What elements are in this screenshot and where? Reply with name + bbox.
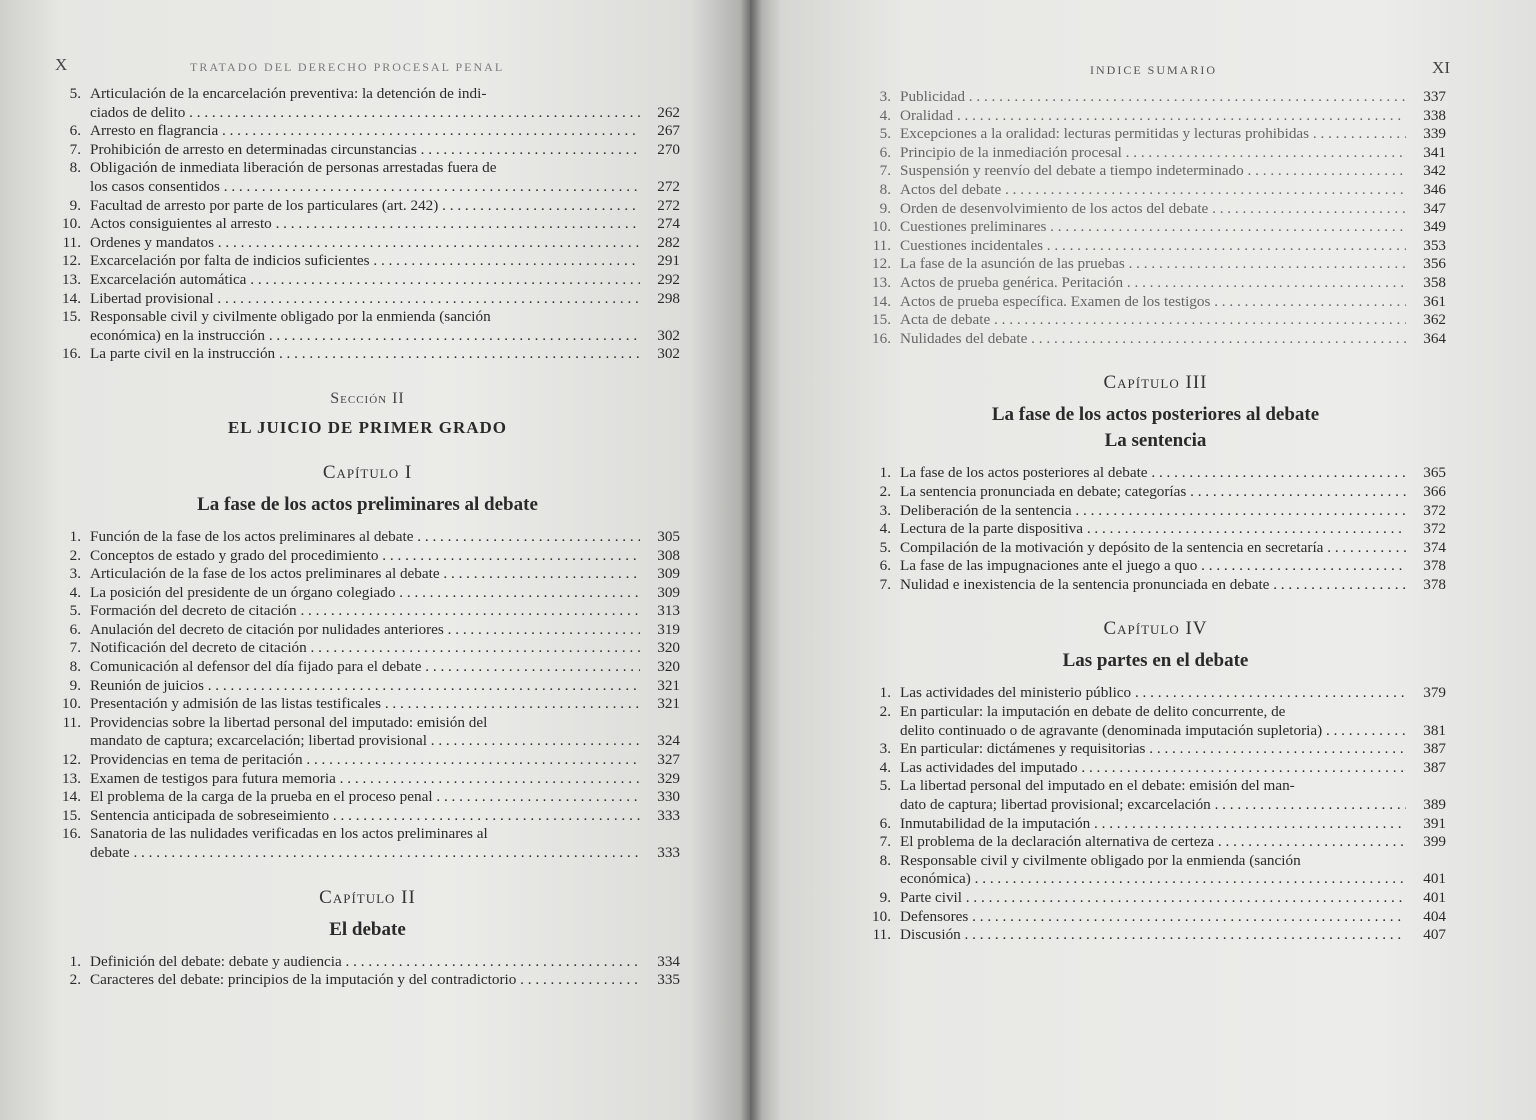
toc-entry-text: El problema de la carga de la prueba en el proceso penal . . . bbox=[90, 788, 640, 807]
section-label: Sección II bbox=[330, 389, 405, 407]
toc-entry-number: 14. bbox=[62, 788, 81, 806]
toc-entry-page-number: 353 bbox=[1423, 236, 1446, 254]
toc-entry bbox=[865, 815, 1446, 834]
toc-entry-number: 1. bbox=[879, 684, 891, 702]
toc-entry bbox=[865, 684, 1446, 703]
toc-entry-text: La fase de la asunción de las pruebas . . . bbox=[900, 255, 1406, 274]
toc-entry-number: 15. bbox=[62, 308, 81, 326]
toc-entry-page-number: 327 bbox=[657, 751, 680, 769]
toc-entry-text: Las actividades del ministerio público . . . bbox=[900, 684, 1406, 703]
toc-entry-text: En particular: la imputación en debate de delito concurrente, de bbox=[900, 703, 1286, 721]
toc-entry-text: Obligación de inmediata liberación de personas arrestadas fuera de bbox=[90, 159, 497, 177]
toc-entry-page-number: 305 bbox=[657, 527, 680, 545]
toc-entry bbox=[865, 218, 1446, 237]
toc-entry-page-number: 349 bbox=[1423, 218, 1446, 236]
toc-entry bbox=[865, 274, 1446, 293]
toc-entry-text: dato de captura; libertad provisional; excarcelación . . . bbox=[900, 796, 1406, 815]
toc-list-continued-right bbox=[865, 88, 1446, 348]
toc-entry bbox=[55, 252, 680, 271]
toc-entry-text: En particular: dictámenes y requisitorias . . . bbox=[900, 740, 1406, 759]
toc-entry bbox=[55, 159, 680, 196]
toc-entry-page-number: 309 bbox=[657, 583, 680, 601]
toc-entry-number: 16. bbox=[872, 329, 891, 347]
right-page bbox=[750, 0, 1536, 1120]
toc-entry-text: Facultad de arresto por parte de los particulares (art. 242) . . . bbox=[90, 197, 640, 216]
toc-entry-number: 1. bbox=[69, 952, 81, 970]
toc-entry-number: 8. bbox=[879, 851, 891, 869]
toc-entry bbox=[865, 144, 1446, 163]
toc-entry-page-number: 334 bbox=[657, 952, 680, 970]
toc-entry-number: 5. bbox=[879, 125, 891, 143]
toc-list-chapter-1 bbox=[55, 528, 680, 863]
toc-entry-text: Actos de prueba genérica. Peritación . . . bbox=[900, 274, 1406, 293]
toc-entry-page-number: 272 bbox=[657, 196, 680, 214]
toc-entry bbox=[865, 255, 1446, 274]
toc-entry-page-number: 333 bbox=[657, 844, 680, 861]
toc-entry-number: 7. bbox=[879, 575, 891, 593]
toc-entry-text: Responsable civil y civilmente obligado por la enmienda (sanción bbox=[90, 308, 491, 326]
right-running-head bbox=[865, 58, 1450, 88]
toc-entry-number: 13. bbox=[62, 270, 81, 288]
toc-entry bbox=[865, 464, 1446, 483]
toc-entry-text: Comunicación al defensor del día fijado para el debate . . . bbox=[90, 658, 640, 677]
toc-entry-number: 15. bbox=[62, 806, 81, 824]
toc-entry bbox=[55, 825, 680, 862]
toc-entry-number: 12. bbox=[872, 255, 891, 273]
toc-entry-number: 11. bbox=[62, 233, 81, 251]
toc-entry-page-number: 302 bbox=[657, 345, 680, 363]
toc-entry-number: 8. bbox=[69, 658, 81, 676]
toc-entry-number: 3. bbox=[879, 88, 891, 105]
left-folio: X bbox=[55, 55, 68, 74]
toc-entry-page-number: 399 bbox=[1423, 833, 1446, 851]
toc-entry-page-number: 372 bbox=[1423, 501, 1446, 519]
toc-entry-text: Responsable civil y civilmente obligado por la enmienda (sanción bbox=[900, 851, 1301, 869]
toc-entry-text: Principio de la inmediación procesal . . . bbox=[900, 144, 1406, 163]
toc-list-chapter-3 bbox=[865, 464, 1446, 594]
toc-entry-number: 3. bbox=[879, 740, 891, 758]
toc-entry-text: La fase de las impugnaciones ante el juego a quo . . . bbox=[900, 557, 1406, 576]
chapter-2-label: Capítulo II bbox=[319, 886, 416, 908]
toc-entry-text: Sanatoria de las nulidades verificadas en los actos preliminares al bbox=[90, 825, 488, 843]
toc-entry-text: La fase de los actos posteriores al debate . . . bbox=[900, 464, 1406, 483]
toc-entry-text: Cuestiones preliminares . . . bbox=[900, 218, 1406, 237]
toc-entry-number: 15. bbox=[872, 311, 891, 329]
toc-entry-page-number: 372 bbox=[1423, 520, 1446, 538]
toc-entry-page-number: 262 bbox=[657, 103, 680, 121]
toc-entry-page-number: 308 bbox=[657, 546, 680, 564]
toc-entry bbox=[55, 584, 680, 603]
toc-entry-text: Actos de prueba específica. Examen de los testigos . . . bbox=[900, 293, 1406, 312]
toc-entry-text: Definición del debate: debate y audiencia . . . bbox=[90, 953, 640, 972]
toc-entry-text: Ordenes y mandatos . . . bbox=[90, 234, 640, 253]
toc-entry-number: 9. bbox=[879, 199, 891, 217]
toc-entry-page-number: 362 bbox=[1423, 311, 1446, 329]
chapter-1-title: La fase de los actos preliminares al debate bbox=[197, 493, 538, 515]
toc-entry bbox=[865, 162, 1446, 181]
chapter-4-title: Las partes en el debate bbox=[1062, 650, 1249, 672]
toc-entry-text: Actos del debate . . . bbox=[900, 181, 1406, 200]
toc-entry bbox=[55, 528, 680, 547]
toc-entry bbox=[55, 122, 680, 141]
toc-entry-page-number: 320 bbox=[657, 658, 680, 676]
part-title: EL JUICIO DE PRIMER GRADO bbox=[227, 417, 508, 437]
toc-entry-text: Caracteres del debate: principios de la imputación y del contradictorio . . . bbox=[90, 971, 640, 990]
toc-entry bbox=[55, 85, 680, 122]
toc-entry-text: Providencias en tema de peritación . . . bbox=[90, 751, 640, 770]
toc-entry bbox=[55, 547, 680, 566]
toc-entry-page-number: 309 bbox=[657, 565, 680, 583]
right-folio: XI bbox=[1432, 58, 1450, 77]
toc-entry-text: mandato de captura; excarcelación; libertad provisional . . . bbox=[90, 732, 640, 751]
toc-entry bbox=[865, 330, 1446, 349]
chapter-4-label: Capítulo IV bbox=[1103, 618, 1208, 640]
toc-entry-text: Parte civil . . . bbox=[900, 889, 1406, 908]
toc-entry-number: 6. bbox=[879, 557, 891, 575]
toc-list-chapter-2 bbox=[55, 953, 680, 990]
toc-entry-number: 4. bbox=[879, 758, 891, 776]
toc-entry-number: 5. bbox=[69, 85, 81, 102]
toc-entry bbox=[55, 215, 680, 234]
toc-entry-text: Sentencia anticipada de sobreseimiento . . . bbox=[90, 807, 640, 826]
toc-entry bbox=[55, 788, 680, 807]
toc-entry bbox=[865, 557, 1446, 576]
toc-entry-page-number: 347 bbox=[1423, 199, 1446, 217]
toc-entry bbox=[55, 751, 680, 770]
toc-entry-number: 10. bbox=[872, 907, 891, 925]
toc-entry-page-number: 404 bbox=[1423, 907, 1446, 925]
toc-entry-text: Prohibición de arresto en determinadas circunstancias . . . bbox=[90, 141, 640, 160]
toc-entry-number: 2. bbox=[879, 482, 891, 500]
toc-entry bbox=[55, 770, 680, 789]
toc-entry-text: La sentencia pronunciada en debate; categorías . . . bbox=[900, 483, 1406, 502]
toc-entry-page-number: 337 bbox=[1423, 88, 1446, 105]
toc-entry-text: La posición del presidente de un órgano colegiado . . . bbox=[90, 584, 640, 603]
toc-entry-number: 9. bbox=[69, 676, 81, 694]
toc-entry-page-number: 339 bbox=[1423, 125, 1446, 143]
toc-entry-page-number: 387 bbox=[1423, 758, 1446, 776]
toc-entry-page-number: 379 bbox=[1423, 684, 1446, 702]
toc-entry-page-number: 313 bbox=[657, 602, 680, 620]
toc-entry-text: Inmutabilidad de la imputación . . . bbox=[900, 815, 1406, 834]
toc-entry-number: 12. bbox=[62, 252, 81, 270]
toc-entry-number: 9. bbox=[879, 889, 891, 906]
toc-entry-text: Formación del decreto de citación . . . bbox=[90, 602, 640, 621]
toc-entry-text: Excarcelación por falta de indicios suficientes . . . bbox=[90, 252, 640, 271]
toc-entry-number: 11. bbox=[872, 236, 891, 254]
toc-entry-number: 1. bbox=[879, 464, 891, 482]
toc-entry bbox=[865, 520, 1446, 539]
toc-entry-page-number: 364 bbox=[1423, 329, 1446, 347]
toc-entry bbox=[865, 237, 1446, 256]
toc-entry-text: La parte civil en la instrucción . . . bbox=[90, 345, 640, 364]
toc-entry-number: 8. bbox=[69, 159, 81, 177]
toc-entry-text: Conceptos de estado y grado del procedimiento . . . bbox=[90, 547, 640, 566]
toc-entry-page-number: 333 bbox=[657, 806, 680, 824]
toc-entry-text: Oralidad . . . bbox=[900, 107, 1406, 126]
toc-entry-number: 9. bbox=[69, 196, 81, 214]
toc-entry bbox=[865, 926, 1446, 945]
toc-entry-page-number: 298 bbox=[657, 289, 680, 307]
toc-entry-text: Actos consiguientes al arresto . . . bbox=[90, 215, 640, 234]
toc-entry bbox=[55, 695, 680, 714]
toc-entry bbox=[55, 677, 680, 696]
left-page bbox=[0, 0, 750, 1120]
right-running-title: INDICE SUMARIO bbox=[1090, 63, 1217, 77]
toc-entry bbox=[55, 308, 680, 345]
toc-entry-page-number: 330 bbox=[657, 788, 680, 806]
toc-entry-number: 11. bbox=[62, 713, 81, 731]
toc-entry bbox=[55, 271, 680, 290]
toc-entry-page-number: 320 bbox=[657, 639, 680, 657]
toc-entry-text: los casos consentidos . . . bbox=[90, 178, 640, 197]
toc-entry-number: 6. bbox=[69, 620, 81, 638]
toc-entry-text: Notificación del decreto de citación . . . bbox=[90, 639, 640, 658]
toc-entry-text: Función de la fase de los actos preliminares al debate . . . bbox=[90, 528, 640, 547]
toc-entry-text: Acta de debate . . . bbox=[900, 311, 1406, 330]
toc-entry bbox=[865, 777, 1446, 814]
toc-entry-number: 2. bbox=[69, 971, 81, 989]
toc-entry bbox=[865, 740, 1446, 759]
toc-entry-text: ciados de delito . . . bbox=[90, 104, 640, 123]
toc-entry-page-number: 389 bbox=[1423, 796, 1446, 814]
chapter-1-label: Capítulo I bbox=[322, 461, 413, 483]
toc-entry bbox=[865, 483, 1446, 502]
toc-entry bbox=[865, 703, 1446, 740]
toc-entry-page-number: 346 bbox=[1423, 180, 1446, 198]
toc-entry-page-number: 329 bbox=[657, 769, 680, 787]
toc-entry-text: Defensores . . . bbox=[900, 908, 1406, 927]
toc-entry-number: 14. bbox=[62, 289, 81, 307]
toc-entry bbox=[55, 807, 680, 826]
toc-entry-page-number: 356 bbox=[1423, 255, 1446, 273]
toc-entry bbox=[865, 125, 1446, 144]
toc-entry bbox=[865, 502, 1446, 521]
toc-entry bbox=[55, 953, 680, 972]
book-gutter-shadow bbox=[740, 0, 762, 1120]
toc-entry-text: Cuestiones incidentales . . . bbox=[900, 237, 1406, 256]
toc-list-continued-left bbox=[55, 85, 680, 364]
toc-entry-page-number: 267 bbox=[657, 122, 680, 140]
toc-entry-text: debate . . . bbox=[90, 844, 640, 863]
toc-entry-page-number: 341 bbox=[1423, 143, 1446, 161]
toc-entry-number: 2. bbox=[879, 703, 891, 721]
toc-entry-page-number: 291 bbox=[657, 252, 680, 270]
toc-entry-number: 5. bbox=[879, 538, 891, 556]
toc-entry bbox=[865, 908, 1446, 927]
toc-entry-number: 7. bbox=[879, 833, 891, 851]
toc-entry-page-number: 374 bbox=[1423, 538, 1446, 556]
toc-entry-number: 7. bbox=[69, 140, 81, 158]
toc-entry-page-number: 302 bbox=[657, 326, 680, 344]
toc-entry bbox=[865, 833, 1446, 852]
left-running-head bbox=[55, 55, 680, 85]
toc-entry bbox=[865, 293, 1446, 312]
toc-entry-number: 2. bbox=[69, 546, 81, 564]
toc-entry-number: 7. bbox=[879, 162, 891, 180]
toc-entry-number: 13. bbox=[62, 769, 81, 787]
toc-entry-number: 4. bbox=[879, 520, 891, 538]
toc-entry-text: Orden de desenvolvimiento de los actos del debate . . . bbox=[900, 200, 1406, 219]
toc-entry-page-number: 282 bbox=[657, 233, 680, 251]
toc-entry bbox=[55, 639, 680, 658]
toc-entry-number: 3. bbox=[69, 565, 81, 583]
toc-entry bbox=[55, 141, 680, 160]
toc-entry bbox=[55, 658, 680, 677]
toc-entry-number: 6. bbox=[879, 814, 891, 832]
toc-entry-number: 10. bbox=[872, 218, 891, 236]
toc-entry-text: Arresto en flagrancia . . . bbox=[90, 122, 640, 141]
toc-list-chapter-4 bbox=[865, 684, 1446, 944]
toc-entry-number: 5. bbox=[69, 602, 81, 620]
toc-entry-page-number: 321 bbox=[657, 676, 680, 694]
toc-entry bbox=[55, 290, 680, 309]
chapter-3-subtitle: La sentencia bbox=[1104, 430, 1207, 452]
toc-entry-page-number: 292 bbox=[657, 270, 680, 288]
toc-entry-text: Excepciones a la oralidad: lecturas permitidas y lecturas prohibidas . . . bbox=[900, 125, 1406, 144]
toc-entry-number: 7. bbox=[69, 639, 81, 657]
toc-entry-page-number: 358 bbox=[1423, 273, 1446, 291]
toc-entry bbox=[865, 889, 1446, 908]
toc-entry-page-number: 401 bbox=[1423, 870, 1446, 888]
toc-entry-number: 1. bbox=[69, 527, 81, 545]
toc-entry-page-number: 338 bbox=[1423, 106, 1446, 124]
toc-entry-text: Compilación de la motivación y depósito de la sentencia en secretaría . . . bbox=[900, 539, 1406, 558]
toc-entry bbox=[865, 759, 1446, 778]
toc-entry-text: Libertad provisional . . . bbox=[90, 290, 640, 309]
toc-entry bbox=[865, 107, 1446, 126]
toc-entry-page-number: 391 bbox=[1423, 814, 1446, 832]
toc-entry-page-number: 378 bbox=[1423, 557, 1446, 575]
toc-entry-text: Suspensión y reenvío del debate a tiempo indeterminado . . . bbox=[900, 162, 1406, 181]
toc-entry-number: 4. bbox=[69, 583, 81, 601]
toc-entry bbox=[865, 181, 1446, 200]
toc-entry-page-number: 335 bbox=[657, 971, 680, 989]
toc-entry-page-number: 365 bbox=[1423, 464, 1446, 482]
toc-entry-number: 12. bbox=[62, 751, 81, 769]
toc-entry bbox=[55, 621, 680, 640]
toc-entry-number: 16. bbox=[62, 825, 81, 843]
toc-entry-page-number: 342 bbox=[1423, 162, 1446, 180]
toc-entry-text: económica) . . . bbox=[900, 870, 1406, 889]
toc-entry-number: 4. bbox=[879, 106, 891, 124]
toc-entry-number: 3. bbox=[879, 501, 891, 519]
toc-entry bbox=[55, 565, 680, 584]
toc-entry-page-number: 319 bbox=[657, 620, 680, 638]
toc-entry-number: 6. bbox=[879, 143, 891, 161]
toc-entry bbox=[55, 714, 680, 751]
toc-entry-number: 8. bbox=[879, 180, 891, 198]
toc-entry bbox=[865, 311, 1446, 330]
chapter-3-label: Capítulo III bbox=[1103, 372, 1208, 394]
chapter-3-title: La fase de los actos posteriores al debate bbox=[991, 404, 1320, 426]
toc-entry-text: Anulación del decreto de citación por nulidades anteriores . . . bbox=[90, 621, 640, 640]
toc-entry-page-number: 401 bbox=[1423, 889, 1446, 906]
toc-entry-page-number: 366 bbox=[1423, 482, 1446, 500]
toc-entry-page-number: 378 bbox=[1423, 575, 1446, 593]
toc-entry-text: Nulidad e inexistencia de la sentencia pronunciada en debate . . . bbox=[900, 576, 1406, 595]
toc-entry-page-number: 324 bbox=[657, 732, 680, 750]
toc-entry-text: Nulidades del debate . . . bbox=[900, 330, 1406, 349]
toc-entry-number: 16. bbox=[62, 345, 81, 363]
toc-entry-text: Deliberación de la sentencia . . . bbox=[900, 502, 1406, 521]
toc-entry bbox=[865, 200, 1446, 219]
toc-entry-text: Discusión . . . bbox=[900, 926, 1406, 945]
toc-entry-text: delito continuado o de agravante (denominada imputación supletoria) . . . bbox=[900, 722, 1406, 741]
toc-entry-page-number: 272 bbox=[657, 177, 680, 195]
toc-entry-page-number: 381 bbox=[1423, 721, 1446, 739]
toc-entry-number: 10. bbox=[62, 695, 81, 713]
toc-entry-page-number: 274 bbox=[657, 215, 680, 233]
toc-entry bbox=[865, 88, 1446, 107]
toc-entry-page-number: 361 bbox=[1423, 292, 1446, 310]
toc-entry-number: 5. bbox=[879, 777, 891, 795]
toc-entry-text: El problema de la declaración alternativa de certeza . . . bbox=[900, 833, 1406, 852]
toc-entry-page-number: 270 bbox=[657, 140, 680, 158]
toc-entry-text: Las actividades del imputado . . . bbox=[900, 759, 1406, 778]
toc-entry-number: 6. bbox=[69, 122, 81, 140]
toc-entry-text: Articulación de la fase de los actos preliminares al debate . . . bbox=[90, 565, 640, 584]
toc-entry bbox=[865, 576, 1446, 595]
toc-entry-text: La libertad personal del imputado en el debate: emisión del man- bbox=[900, 777, 1295, 795]
toc-entry-text: Lectura de la parte dispositiva . . . bbox=[900, 520, 1406, 539]
toc-entry-text: Publicidad . . . bbox=[900, 88, 1406, 107]
toc-entry-text: Articulación de la encarcelación preventiva: la detención de indi- bbox=[90, 85, 487, 102]
toc-entry bbox=[55, 602, 680, 621]
toc-entry-page-number: 407 bbox=[1423, 926, 1446, 944]
toc-entry bbox=[865, 539, 1446, 558]
toc-entry bbox=[55, 197, 680, 216]
chapter-2-title: El debate bbox=[329, 918, 406, 940]
toc-entry bbox=[55, 345, 680, 364]
toc-entry-text: Reunión de juicios . . . bbox=[90, 677, 640, 696]
toc-entry-text: Providencias sobre la libertad personal del imputado: emisión del bbox=[90, 713, 488, 731]
toc-entry-number: 13. bbox=[872, 273, 891, 291]
toc-entry bbox=[55, 234, 680, 253]
toc-entry-page-number: 321 bbox=[657, 695, 680, 713]
toc-entry-text: Excarcelación automática . . . bbox=[90, 271, 640, 290]
toc-entry-number: 11. bbox=[872, 926, 891, 944]
toc-entry-number: 10. bbox=[62, 215, 81, 233]
toc-entry-number: 14. bbox=[872, 292, 891, 310]
left-running-title: TRATADO DEL DERECHO PROCESAL PENAL bbox=[190, 60, 505, 74]
toc-entry-page-number: 387 bbox=[1423, 740, 1446, 758]
toc-entry bbox=[865, 852, 1446, 889]
toc-entry-text: económica) en la instrucción . . . bbox=[90, 327, 640, 346]
toc-entry-text: Examen de testigos para futura memoria . . . bbox=[90, 770, 640, 789]
toc-entry-text: Presentación y admisión de las listas testificales . . . bbox=[90, 695, 640, 714]
toc-entry bbox=[55, 971, 680, 990]
